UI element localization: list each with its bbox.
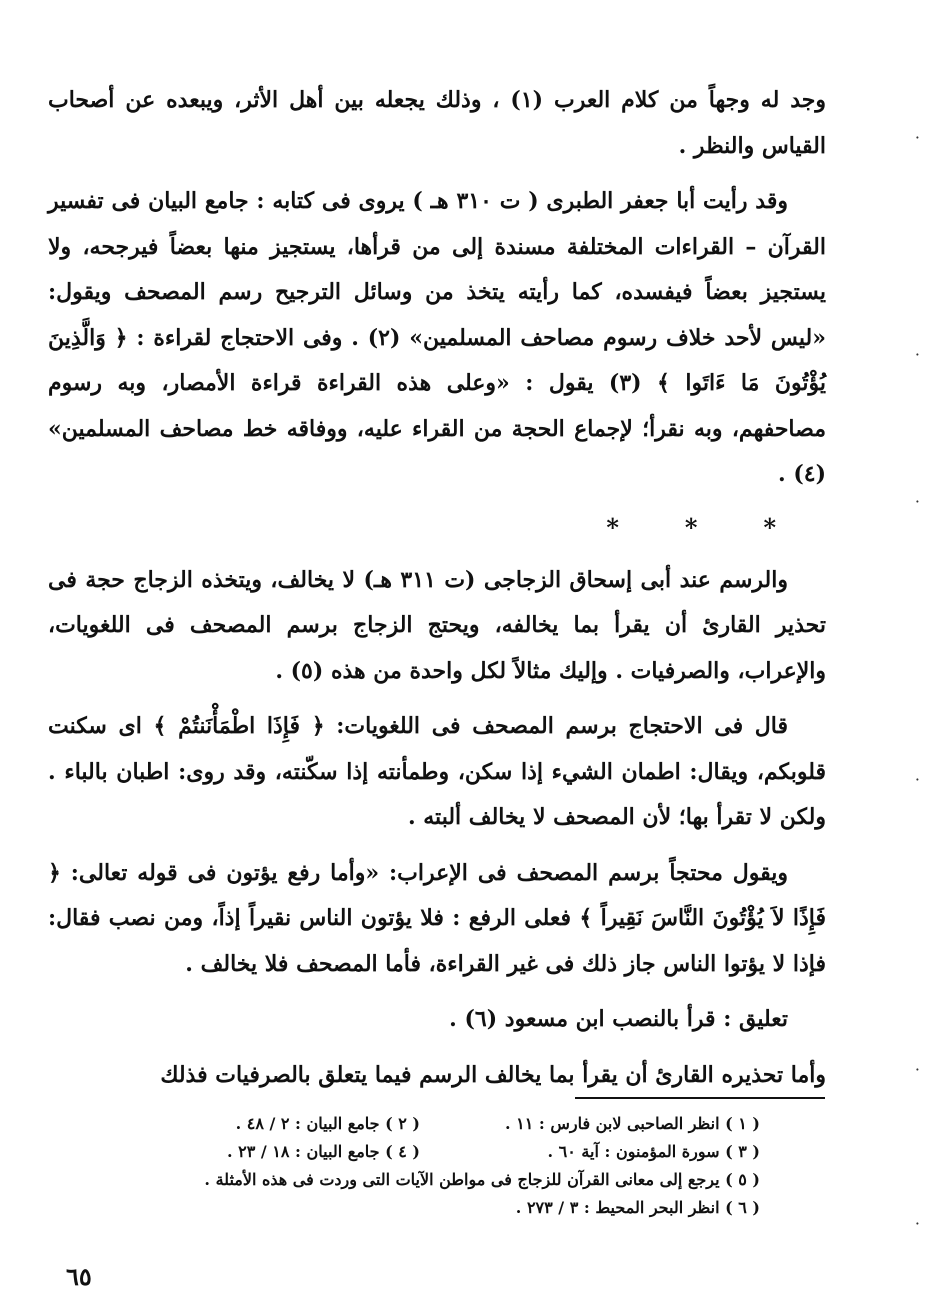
footnote-row — [100, 1110, 760, 1138]
footnote-6: ( ٦ ) انظر البحر المحيط : ٣ / ٢٧٣ . — [515, 1198, 760, 1217]
separator-star: * — [606, 512, 653, 542]
page-number: ٦٥ — [66, 1262, 92, 1291]
paragraph-1: وجد له وجهاً من كلام العرب (١) ، وذلك يجعله بين أهل الأثر، ويبعده عن أصحاب القياس والنظر . — [48, 87, 826, 159]
margin-dot: · — [914, 1214, 920, 1233]
paragraph-7: وأما تحذيره القارئ أن يقرأ بما يخالف الرسم فيما يتعلق بالصرفيات فذلك — [160, 1061, 826, 1088]
paragraph-5: ويقول محتجاً برسم المصحف فى الإعراب: «وأما رفع يؤتون فى قوله تعالى: ﴿ فَإِذًا لاَ يُؤْتُونَ النَّاسَ نَقِيراً ﴾ فعلى الرفع : فلا يؤتون الناس نقيراً إذاً، ومن نصب فقال: فإذا لا يؤتوا الناس جاز ذلك فى غير القراءة، فأما المصحف فلا يخالف . — [48, 859, 826, 977]
footnote-row — [100, 1138, 760, 1166]
margin-dot: · — [914, 345, 920, 364]
section-separator — [48, 508, 826, 548]
margin-dot: · — [914, 1060, 920, 1079]
footnote-2: ( ٢ ) جامع البيان : ٢ / ٤٨ . — [235, 1114, 420, 1133]
footnotes — [100, 1110, 760, 1222]
paragraph-6: تعليق : قرأ بالنصب ابن مسعود (٦) . — [449, 1006, 788, 1032]
margin-dot: · — [914, 492, 920, 511]
paragraph-2: وقد رأيت أبا جعفر الطبرى ( ت ٣١٠ هـ ) يروى فى كتابه : جامع البيان فى تفسير القرآن – القراءات المختلفة مسندة إلى من قرأها، يستجيز منها بعضاً فيرجحه، ولا يستجيز بعضاً فيفسده، كما رأيته يتخذ من وسائل الترجيح رسم المصحف ويقول: «ليس لأحد خلاف رسوم مصاحف المسلمين» (٢) . وفى الاحتجاج لقراءة : ﴿ وَالَّذِينَ يُؤْتُونَ مَا ءَاتَوا ﴾ (٣) يقول : «وعلى هذه القراءة قراءة الأمصار، وبه رسوم مصاحفهم، وبه نقرأ؛ لإجماع الحجة من القراء عليه، ووفاقه خط مصاحف المسلمين» (٤) . — [48, 188, 827, 487]
footnote-divider — [575, 1097, 825, 1099]
separator-star: * — [684, 512, 732, 542]
paragraph-3: والرسم عند أبى إسحاق الزجاجى (ت ٣١١ هـ) لا يخالف، ويتخذه الزجاج حجة فى تحذير القارئ أن يقرأ بما يخالفه، ويحتج الزجاج برسم المصحف فى اللغويات، والإعراب، والصرفيات . وإليك مثالاً لكل واحدة من هذه (٥) . — [48, 566, 826, 684]
footnote-4: ( ٤ ) جامع البيان : ١٨ / ٢٣ . — [226, 1142, 420, 1161]
footnote-1: ( ١ ) انظر الصاحبى لابن فارس : ١١ . — [504, 1114, 760, 1133]
margin-dot: · — [914, 128, 920, 147]
margin-dot: · — [914, 770, 920, 789]
paragraph-4: قال فى الاحتجاج برسم المصحف فى اللغويات: ﴿ فَإِذَا اطْمَأْنَنتُمْ ﴾ اى سكنت قلوبكم، ويقال: اطمان الشيء إذا سكن، وطمأنته إذا سكّنته، وقد روى: اطبان بالباء . ولكن لا تقرأ بها؛ لأن المصحف لا يخالف ألبته . — [48, 713, 826, 830]
footnote-5: ( ٥ ) يرجع إلى معانى القرآن للزجاج فى مواطن الآيات التى وردت فى هذه الأمثلة . — [204, 1170, 760, 1189]
footnote-3: ( ٣ ) سورة المؤمنون : آية ٦٠ . — [547, 1142, 760, 1161]
page-body — [48, 78, 826, 1108]
separator-star: * — [763, 512, 810, 542]
